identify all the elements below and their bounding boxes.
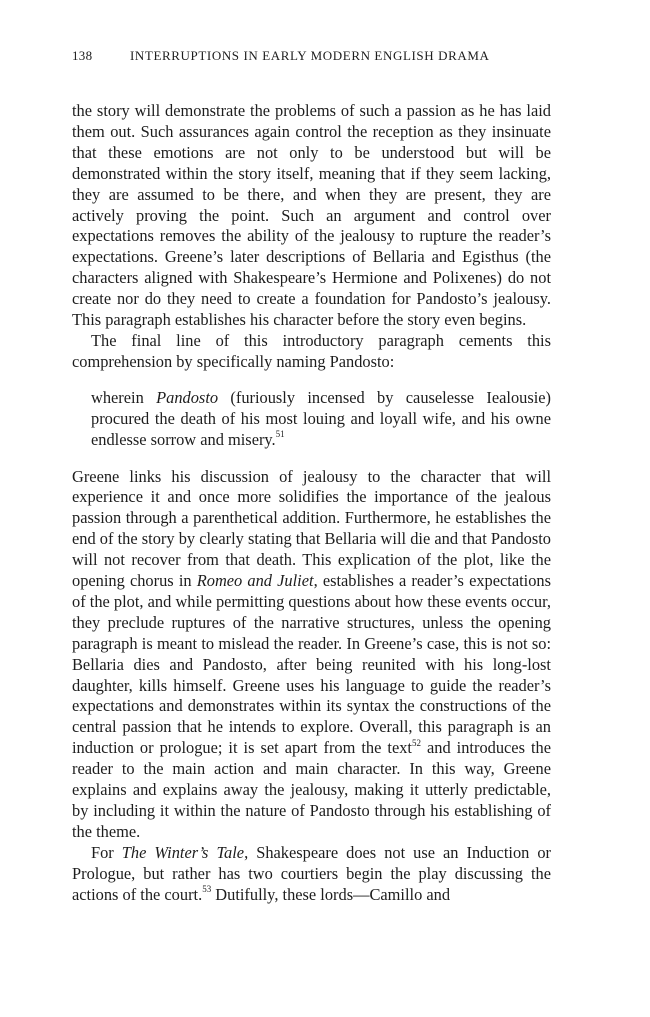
running-head bbox=[72, 48, 551, 64]
page-number: 138 bbox=[72, 48, 93, 63]
p3-part-1: Greene links his discussion of jealousy to the character that will experience it and once more solidifies the importance of the jealous passion through a parenthetical addition. Furthermore, he establishes the end of the story by clearly stating that Bellaria will die and that Pandosto will not recover from that death. This explication of the plot, like the opening chorus in bbox=[72, 466, 551, 591]
footnote-ref-52: 52 bbox=[411, 737, 421, 748]
p4-lead: For bbox=[91, 842, 122, 862]
p4-part-1: , Shakespeare does not use an Induction or Prologue, but rather has two courtiers begin the play discussing the actions of the court. bbox=[72, 842, 551, 904]
paragraph-4 bbox=[72, 843, 551, 906]
p4-part-2: Dutifully, these lords—Camillo and bbox=[211, 884, 451, 904]
quote-lead: wherein bbox=[91, 387, 157, 407]
quote-name: Pandosto bbox=[156, 387, 219, 407]
p4-title: The Winter’s Tale bbox=[121, 842, 245, 862]
book-page bbox=[72, 48, 551, 906]
p3-title: Romeo and Juliet bbox=[196, 571, 314, 591]
p3-part-3: and introduces the reader to the main action and main character. In this way, Greene explains and explains away the jealousy, making it utterly predictable, by including it within the nature of Pandosto through his establishing of the theme. bbox=[72, 738, 551, 841]
running-title: INTERRUPTIONS IN EARLY MODERN ENGLISH DRAMA bbox=[130, 48, 490, 63]
body-text bbox=[72, 101, 551, 906]
footnote-ref-51: 51 bbox=[275, 429, 285, 440]
footnote-ref-53: 53 bbox=[202, 884, 212, 895]
p3-part-2: , establishes a reader’s expectations of the plot, and while permitting questions about how these events occur, they preclude ruptures of the narrative structures, unless the opening paragraph is meant to mislead the reader. In Greene’s case, this is not so: Bellaria dies and Pandosto, after being reunited with his long-lost daughter, kills himself. Greene uses his language to guide the reader’s expectations and demonstrates within its syntax the constructions of the central passion that he intends to explore. Overall, this paragraph is an induction or prologue; it is set apart from the text bbox=[72, 571, 551, 758]
paragraph-2: The final line of this introductory paragraph cements this comprehension by specifically naming Pandosto: bbox=[72, 330, 551, 371]
quote-rest: (furiously incensed by causelesse Iealousie) procured the death of his most louing and loyall wife, and his owne endlesse sorrow and misery. bbox=[91, 387, 552, 449]
paragraph-1: the story will demonstrate the problems of such a passion as he has laid them out. Such assurances again control the reception as they insinuate that these emotions are not only to be understood but will be demonstrated within the story itself, meaning that if they seem lacking, they are assumed to be there, and when they are present, they are actively proving the point. Such an argument and control over expectations removes the ability of the jealousy to rupture the reader’s expectations. Greene’s later descriptions of Bellaria and Egisthus (the characters aligned with Shakespeare’s Hermione and Polixenes) do not create nor do they need to create a foundation for Pandosto’s jealousy. This paragraph establishes his character before the story even begins. bbox=[72, 101, 551, 330]
paragraph-3 bbox=[72, 467, 551, 843]
block-quote bbox=[91, 388, 551, 451]
